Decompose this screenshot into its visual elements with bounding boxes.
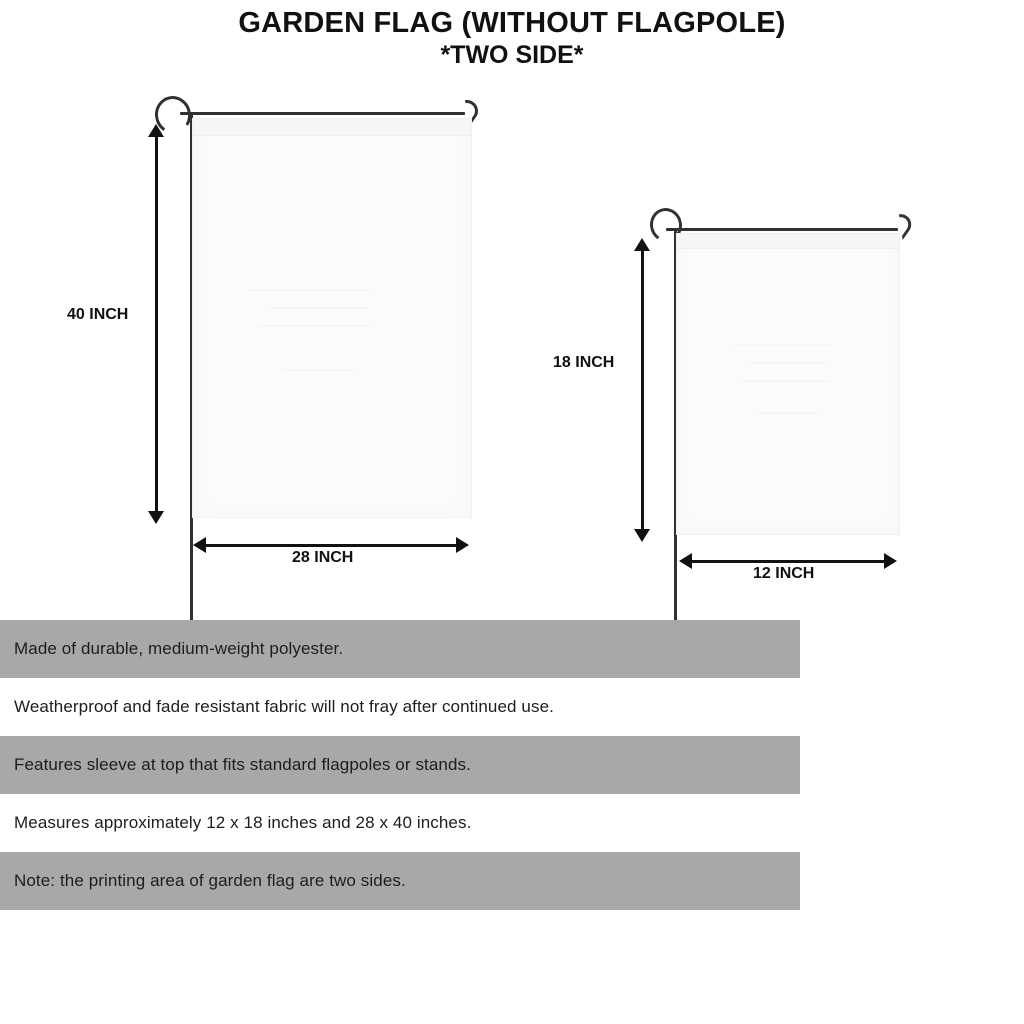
large-flag-fold [283, 369, 353, 371]
small-flag-height-arrow-top [634, 238, 650, 251]
list-item: Weatherproof and fade resistant fabric will not fray after continued use. [0, 678, 800, 736]
large-flag-height-arrow-top [148, 124, 164, 137]
large-flag-width-arrow-left [193, 537, 206, 553]
large-flag-height-arrow-bottom [148, 511, 164, 524]
large-flag-height-dimension-line [155, 130, 158, 518]
list-item: Features sleeve at top that fits standard flagpoles or stands. [0, 736, 800, 794]
large-flag-width-dimension-line [200, 544, 463, 547]
small-flag-fold [751, 362, 825, 364]
small-flag-cloth [676, 233, 900, 535]
title-line-secondary: *TWO SIDE* [440, 41, 584, 69]
large-flag-cloth [192, 118, 472, 518]
small-flag-height-dimension-line [641, 244, 644, 536]
large-flag-fold [249, 289, 369, 291]
small-flag-width-dimension-line [686, 560, 891, 563]
small-flag-width-arrow-right [884, 553, 897, 569]
list-item: Made of durable, medium-weight polyester. [0, 620, 800, 678]
list-item: Note: the printing area of garden flag are two sides. [0, 852, 800, 910]
small-flag-width-arrow-left [679, 553, 692, 569]
feature-list [0, 620, 800, 910]
large-flag-sleeve [193, 119, 471, 136]
title-line-primary: GARDEN FLAG (WITHOUT FLAGPOLE) [238, 7, 786, 39]
small-flag-height-label: 18 INCH [553, 354, 615, 371]
large-flag-height-label: 40 INCH [67, 306, 129, 323]
large-flag-pole-arm [180, 112, 465, 115]
small-flag-fold [741, 380, 829, 382]
list-item: Measures approximately 12 x 18 inches and 28 x 40 inches. [0, 794, 800, 852]
large-flag-fold [271, 307, 367, 309]
small-flag-height-arrow-bottom [634, 529, 650, 542]
small-flag-pole-arm [666, 228, 898, 231]
large-flag-width-arrow-right [456, 537, 469, 553]
small-flag-fold [759, 412, 817, 414]
page-title [0, 6, 1024, 70]
large-flag-width-label: 28 INCH [292, 549, 354, 566]
small-flag-sleeve [677, 234, 899, 249]
large-flag-fold [259, 325, 369, 327]
small-flag-fold [735, 344, 831, 346]
small-flag-width-label: 12 INCH [753, 565, 815, 582]
